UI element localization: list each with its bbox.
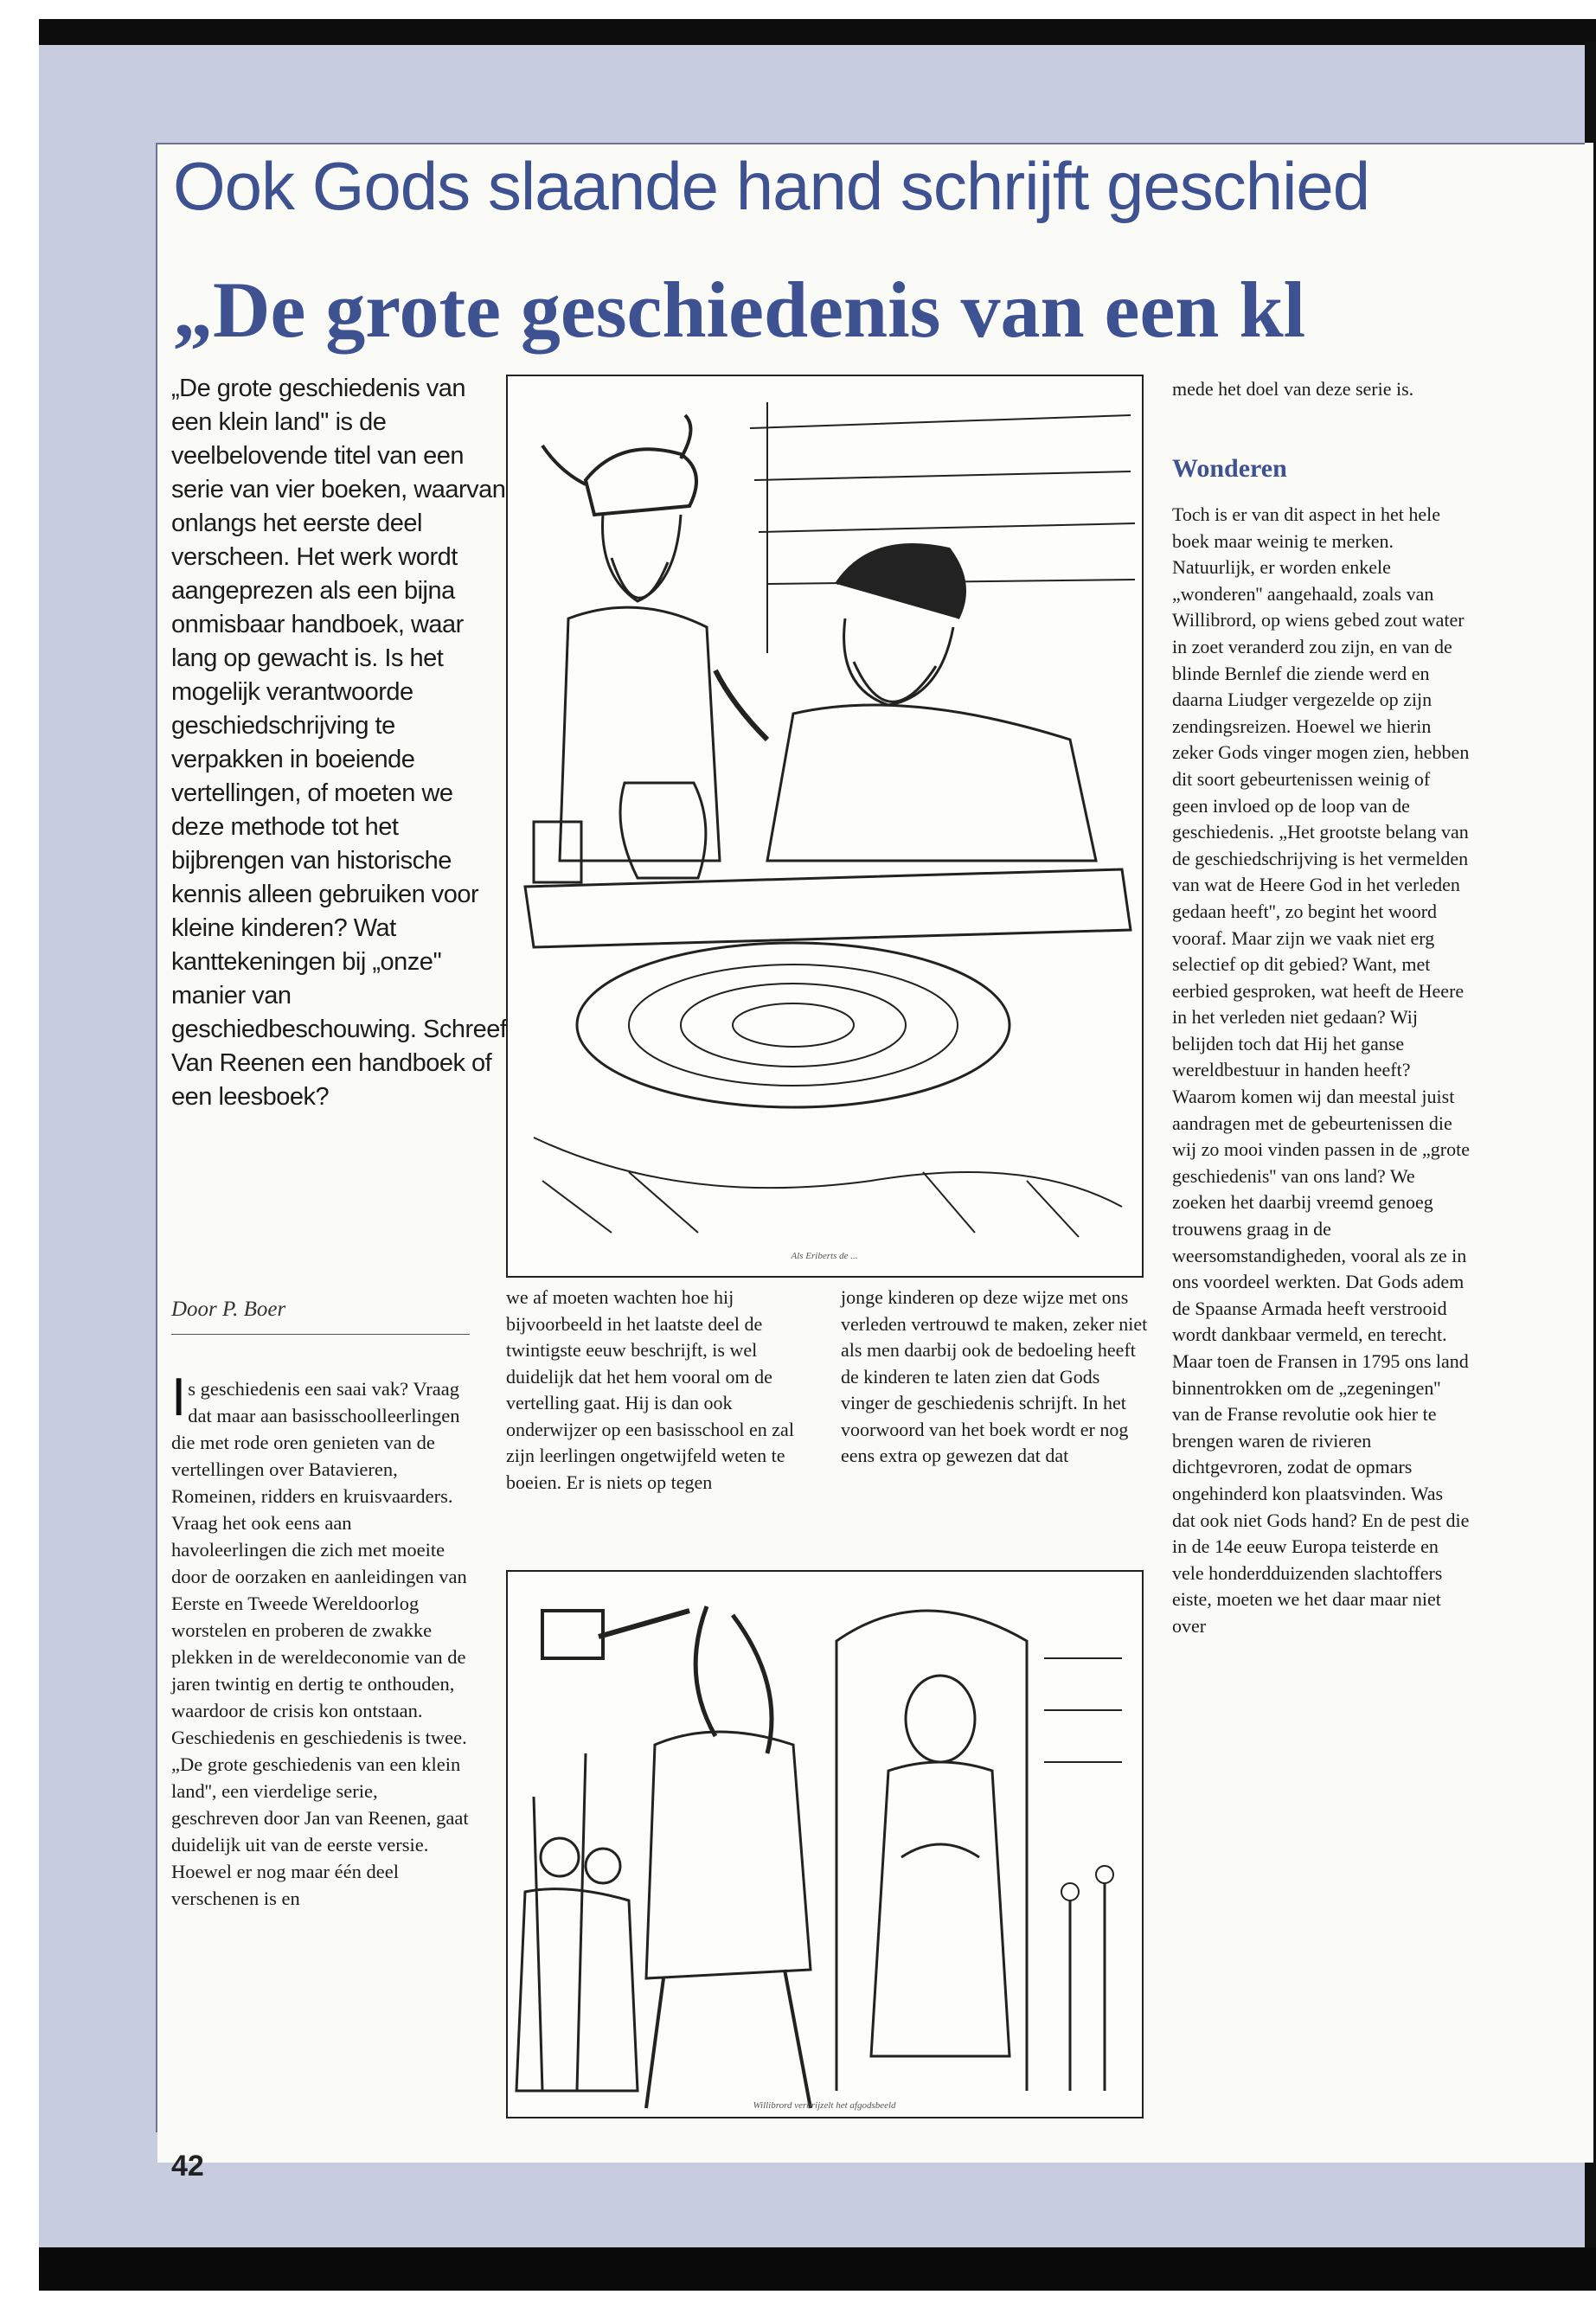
byline-rule	[171, 1334, 470, 1335]
willibrord-drawing	[508, 1572, 1142, 2117]
title-rule	[156, 143, 1585, 144]
headline-line-2: „De grote geschiedenis van een kl	[173, 266, 1306, 354]
illustration-vikings	[506, 375, 1144, 1278]
subheading-wonderen: Wonderen	[1172, 454, 1287, 483]
column-4-text: Toch is er van dit aspect in het hele boek maar weinig te merken. Natuurlijk, er worden enkele „wonderen'' aangehaald, zoals van Willibrord, op wiens gebed zout water in zoet veranderd zou zijn, en van de blinde Bernlef die ziende werd en daarna Liudger vergezelde op zijn zendingsreizen. Hoewel we hierin zeker Gods vinger mogen zien, hebben dit soort gebeurtenissen weinig of geen invloed op de loop van de geschiedenis. „Het grootste belang van de geschiedschrijving is het vermelden van wat de Heere God in het verleden gedaan heeft'', zo begint het woord vooraf. Maar zijn we vaak niet erg selectief op dit gebied? Want, met eerbied gesproken, wat heeft de Heere in het verleden niet gedaan? Wij belijden toch dat Hij het ganse wereldbestuur in handen heeft? Waarom komen wij dan meestal juist aandragen met de gebeurtenissen die wij zo mooi vinden passen in de „grote geschiedenis'' van ons land? We zoeken het daarbij vreemd genoeg trouwens graag in de weersomstandigheden, vooral als ze in ons voordeel werkten. Dat Gods adem de Spaanse Armada heeft verstrooid wordt dankbaar vermeld, en terecht. Maar toen de Fransen in 1795 ons land binnentrokken om de „zegeningen'' van de Franse revolutie ook hier te brengen waren de rivieren dichtgevroren, zodat de opmars ongehinderd kon plaatsvinden. Was dat ook niet Gods hand? En de pest die in de 14e eeuw Europa teisterde en vele honderdduizenden slachtoffers eiste, moeten we het daar maar niet over	[1172, 503, 1470, 1637]
column-4-lead: mede het doel van deze serie is.	[1172, 378, 1414, 400]
column-3-text: jonge kinderen op deze wijze met ons verleden vertrouwd te maken, zeker niet als men daarbij ook de bedoeling heeft de kinderen te laten zien dat Gods vinger de geschiedenis schrijft. In het voorwoord van het boek wordt er nog eens extra op gewezen dat dat	[841, 1286, 1148, 1466]
caption-bottom: Willibrord verbrijzelt het afgodsbeeld	[753, 2100, 896, 2111]
page-number: 42	[171, 2150, 204, 2182]
headline-line-1: Ook Gods slaande hand schrijft geschied	[173, 148, 1370, 224]
left-rule	[156, 143, 157, 2132]
column-2-text: we af moeten wachten hoe hij bijvoorbeeld in het laatste deel de twintigste eeuw beschrijft, is wel duidelijk dat het hem vooral om de vertelling gaat. Hij is dan ook onderwijzer op een basisschool en zal zijn leerlingen ongetwijfeld weten te boeien. Er is niets op tegen	[506, 1286, 794, 1493]
column-1-text	[171, 1368, 470, 1912]
column-1-body: s geschiedenis een saai vak? Vraag dat maar aan basisschoolleerlingen die met rode oren genieten van de vertellingen over Batavieren, Romeinen, ridders en kruisvaarders. Vraag het ook eens aan havoleerlingen die zich met moeite door de oorzaken en aanleidingen van Eerste en Tweede Wereldoorlog worstelen en proberen de zwakke plekken in de wereldeconomie van de jaren twintig en dertig te onthouden, waardoor de crisis kon ontstaan. Geschiedenis en geschiedenis is twee. „De grote geschiedenis van een klein land'', een vierdelige serie, geschreven door Jan van Reenen, gaat duidelijk uit van de eerste versie. Hoewel er nog maar één deel verschenen is en	[171, 1378, 469, 1909]
vikings-drawing	[508, 376, 1142, 1276]
byline: Door P. Boer	[171, 1298, 286, 1321]
intro-paragraph: „De grote geschiedenis van een klein land'' is de veelbelovende titel van een serie van vier boeken, waarvan onlangs het eerste deel verscheen. Het werk wordt aangeprezen als een bijna onmisbaar handboek, waar lang op gewacht is. Is het mogelijk verantwoorde geschiedschrijving te verpakken in boeiende vertellingen, of moeten we deze methode tot het bijbrengen van historische kennis alleen gebruiken voor kleine kinderen? Wat kanttekeningen bij „onze'' manier van geschiedbeschouwing. Schreef Van Reenen een handboek of een leesboek?	[171, 375, 507, 1111]
drop-cap: I	[171, 1368, 187, 1427]
caption-top: Als Eriberts de ...	[791, 1251, 858, 1261]
scan-border-top	[39, 19, 1596, 45]
scan-border-bottom	[39, 2247, 1596, 2291]
illustration-willibrord	[506, 1570, 1144, 2118]
